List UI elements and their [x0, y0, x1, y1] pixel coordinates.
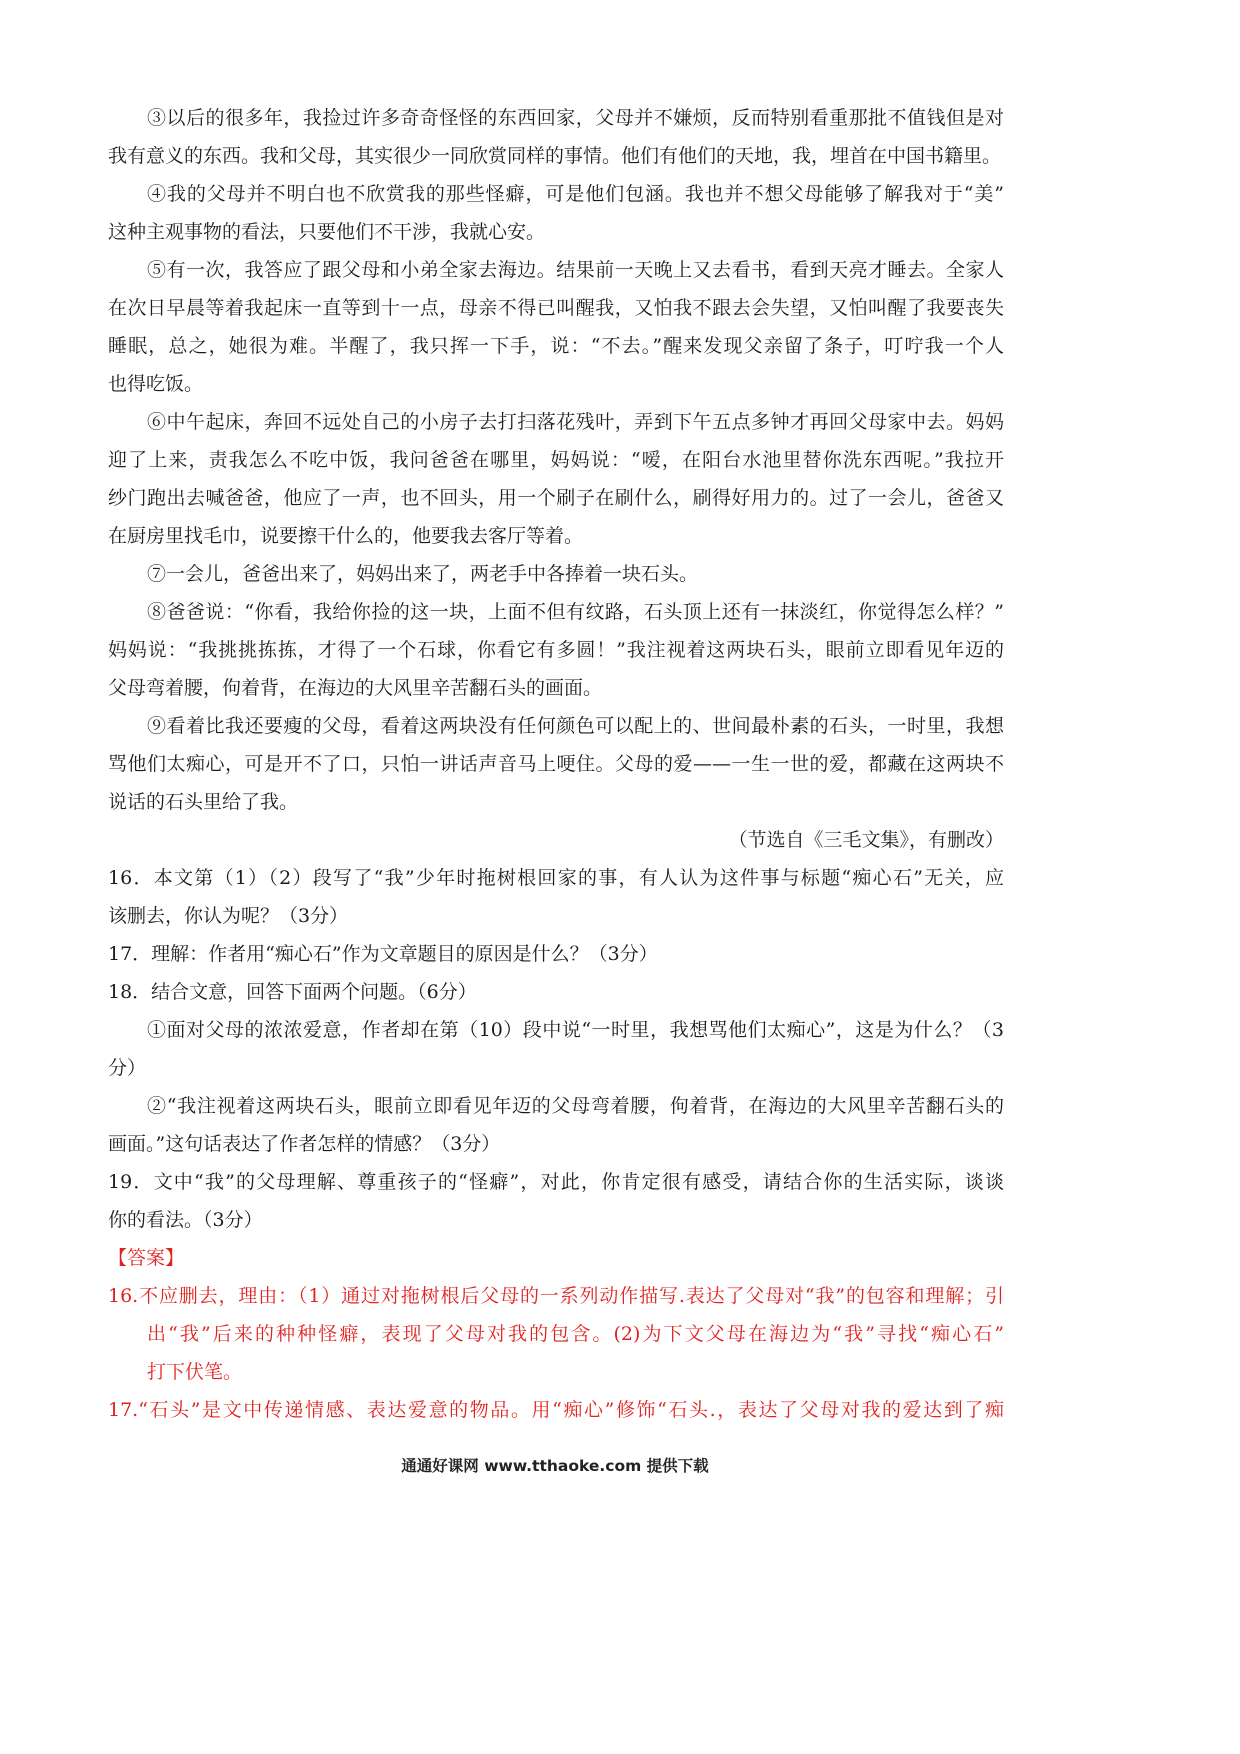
question: [108, 1163, 1004, 1239]
paragraph: [108, 555, 1004, 593]
question-line: 该删去，你认为呢？（3分）: [108, 905, 349, 927]
passage-line: 父母弯着腰，佝着背，在海边的大风里辛苦翻石头的画面。: [108, 677, 603, 699]
paragraph: [108, 175, 1004, 251]
passage-line: 妈妈说：“我挑挑拣拣，才得了一个石球，你看它有多圆！”我注视着这两块石头，眼前立即看见年迈的: [108, 639, 1004, 661]
answer-line: 17.“石头”是文中传递情感、表达爱意的物品。用“痴心”修饰“石头.，表达了父母对我的爱达到了痴: [108, 1399, 1004, 1421]
passage-line: 我有意义的东西。我和父母，其实很少一同欣赏同样的事情。他们有他们的天地，我，埋首在中国书籍里。: [108, 145, 1002, 167]
questions: [108, 859, 1004, 1239]
passage-line: ⑦一会儿，爸爸出来了，妈妈出来了，两老手中各捧着一块石头。: [147, 563, 699, 585]
answer-item: [108, 1391, 1004, 1429]
passage-line: 在厨房里找毛巾，说要擦干什么的，他要我去客厅等着。: [108, 525, 584, 547]
passage-line: ⑧爸爸说：“你看，我给你捡的这一块，上面不但有纹路，石头顶上还有一抹淡红，你觉得怎么样？”: [147, 601, 1004, 623]
paragraph: [108, 251, 1004, 403]
question: [108, 973, 1004, 1163]
paragraph: [108, 403, 1004, 555]
sub-question-line: ②“我注视着这两块石头，眼前立即看见年迈的父母弯着腰，佝着背，在海边的大风里辛苦翻石头的: [147, 1095, 1004, 1117]
sub-question: [108, 1087, 1004, 1163]
source-citation: （节选自《三毛文集》，有删改）: [728, 829, 1004, 851]
paragraph: [108, 707, 1004, 821]
answer-heading: 【答案】: [108, 1247, 185, 1269]
passage-line: ⑨看着比我还要瘦的父母，看着这两块没有任何颜色可以配上的、世间最朴素的石头，一时里，我想: [147, 715, 1004, 737]
passage-line: ⑥中午起床，奔回不远处自己的小房子去打扫落花残叶，弄到下午五点多钟才再回父母家中去。妈妈: [147, 411, 1004, 433]
passage-line: ③以后的很多年，我捡过许多奇奇怪怪的东西回家，父母并不嫌烦，反而特别看重那批不值钱但是对: [147, 107, 1004, 129]
page-footer: 通通好课网 www.tthaoke.com 提供下载: [401, 1457, 709, 1475]
passage-line: 这种主观事物的看法，只要他们不干涉，我就心安。: [108, 221, 546, 243]
question-line: 18．结合文意，回答下面两个问题。（6分）: [108, 981, 477, 1003]
answer-item: [108, 1277, 1004, 1391]
question: [108, 935, 1004, 973]
reading-passage: [108, 99, 1004, 859]
passage-line: 也得吃饭。: [108, 373, 204, 395]
answer-line: 16.不应删去，理由：（1）通过对拖树根后父母的一系列动作描写.表达了父母对“我”的包容和理解；引: [108, 1285, 1004, 1307]
passage-line: 迎了上来，责我怎么不吃中饭，我问爸爸在哪里，妈妈说：“嗳，在阳台水池里替你洗东西呢。”我拉开: [108, 449, 1004, 471]
page-content: [108, 99, 1004, 1429]
sub-question-line: 分）: [108, 1057, 147, 1079]
answer-line: 出“我”后来的种种怪癖，表现了父母对我的包含。(2)为下文父母在海边为“我”寻找“痴心石”: [147, 1323, 1004, 1345]
question-line: 16．本文第（1）（2）段写了“我”少年时拖树根回家的事，有人认为这件事与标题“痴心石”无关，应: [108, 867, 1004, 889]
sub-question: [108, 1011, 1004, 1087]
question-line: 你的看法。（3分）: [108, 1209, 263, 1231]
passage-line: 睡眠，总之，她很为难。半醒了，我只挥一下手，说：“不去。”醒来发现父亲留了条子，叮咛我一个人: [108, 335, 1004, 357]
paragraph: [108, 99, 1004, 175]
sub-question-line: ①面对父母的浓浓爱意，作者却在第（10）段中说“一时里，我想骂他们太痴心”，这是为什么？（3: [147, 1019, 1004, 1041]
answer-line: 打下伏笔。: [147, 1361, 243, 1383]
paragraph: [108, 593, 1004, 707]
answers: [108, 1239, 1004, 1429]
sub-question-line: 画面。”这句话表达了作者怎样的情感？（3分）: [108, 1133, 501, 1155]
passage-line: ④我的父母并不明白也不欣赏我的那些怪癖，可是他们包涵。我也并不想父母能够了解我对于“美”: [147, 183, 1004, 205]
passage-line: 纱门跑出去喊爸爸，他应了一声，也不回头，用一个刷子在刷什么，刷得好用力的。过了一会儿，爸爸又: [108, 487, 1004, 509]
question: [108, 859, 1004, 935]
passage-line: ⑤有一次，我答应了跟父母和小弟全家去海边。结果前一天晚上又去看书，看到天亮才睡去。全家人: [147, 259, 1004, 281]
passage-line: 骂他们太痴心，可是开不了口，只怕一讲话声音马上哽住。父母的爱——一生一世的爱，都藏在这两块不: [108, 753, 1004, 775]
question-line: 17．理解：作者用“痴心石”作为文章题目的原因是什么？（3分）: [108, 943, 658, 965]
passage-line: 在次日早晨等着我起床一直等到十一点，母亲不得已叫醒我，又怕我不跟去会失望，又怕叫醒了我要丧失: [108, 297, 1004, 319]
passage-line: 说话的石头里给了我。: [108, 791, 299, 813]
question-line: 19．文中“我”的父母理解、尊重孩子的“怪癖”，对此，你肯定很有感受，请结合你的生活实际，谈谈: [108, 1171, 1004, 1193]
